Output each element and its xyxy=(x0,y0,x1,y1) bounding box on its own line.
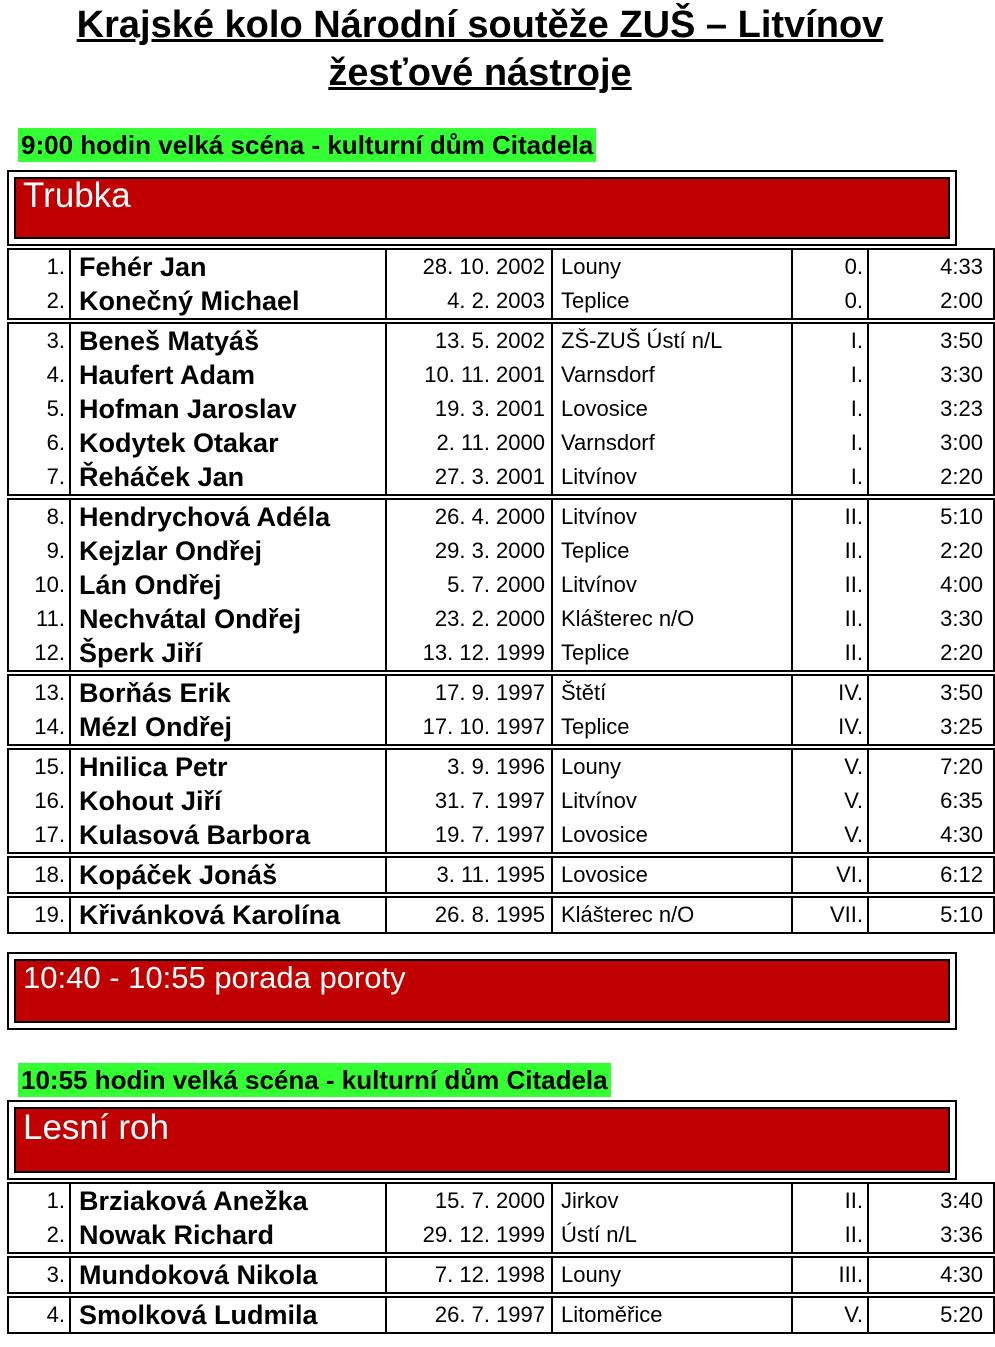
participant-number: 7. xyxy=(8,460,70,497)
participant-name: Fehér Jan xyxy=(70,249,386,284)
participant-name: Haufert Adam xyxy=(70,358,386,392)
participant-number: 4. xyxy=(8,358,70,392)
birth-date: 13. 12. 1999 xyxy=(386,636,552,673)
participant-number: 3. xyxy=(8,1255,70,1295)
jury-break-text: 10:40 - 10:55 porada poroty xyxy=(23,960,406,995)
grade-category: I. xyxy=(792,460,868,497)
participant-number: 1. xyxy=(8,1183,70,1218)
performance-time: 4:30 xyxy=(868,1255,994,1295)
grade-category: III. xyxy=(792,1255,868,1295)
page-title: Krajské kolo Národní soutěže ZUŠ – Litvínov xyxy=(76,4,884,46)
school-town: Louny xyxy=(552,747,792,784)
table-row xyxy=(8,358,994,392)
performance-time: 3:36 xyxy=(868,1218,994,1255)
participant-number: 12. xyxy=(8,636,70,673)
grade-category: V. xyxy=(792,784,868,818)
school-town: Varnsdorf xyxy=(552,358,792,392)
grade-category: I. xyxy=(792,392,868,426)
instrument-title: Trubka xyxy=(23,176,131,215)
performance-time: 2:20 xyxy=(868,460,994,497)
grade-category: V. xyxy=(792,818,868,855)
participant-number: 2. xyxy=(8,1218,70,1255)
participant-number: 4. xyxy=(8,1295,70,1333)
performance-time: 3:25 xyxy=(868,710,994,747)
birth-date: 26. 4. 2000 xyxy=(386,497,552,534)
participant-name: Smolková Ludmila xyxy=(70,1295,386,1333)
table-row xyxy=(8,895,994,933)
performance-time: 5:10 xyxy=(868,895,994,933)
birth-date: 28. 10. 2002 xyxy=(386,249,552,284)
participant-name: Kejzlar Ondřej xyxy=(70,534,386,568)
participant-name: Borňás Erik xyxy=(70,673,386,710)
school-town: Litvínov xyxy=(552,497,792,534)
school-town: Teplice xyxy=(552,636,792,673)
participant-name: Mundoková Nikola xyxy=(70,1255,386,1295)
participant-name: Hofman Jaroslav xyxy=(70,392,386,426)
birth-date: 5. 7. 2000 xyxy=(386,568,552,602)
grade-category: 0. xyxy=(792,284,868,321)
table-row xyxy=(8,636,994,673)
performance-time: 6:35 xyxy=(868,784,994,818)
participant-number: 14. xyxy=(8,710,70,747)
performance-time: 4:00 xyxy=(868,568,994,602)
session-header-lesni-roh: 10:55 hodin velká scéna - kulturní dům Citadela xyxy=(18,1063,611,1097)
school-town: Varnsdorf xyxy=(552,426,792,460)
participant-name: Nechvátal Ondřej xyxy=(70,602,386,636)
participant-number: 10. xyxy=(8,568,70,602)
grade-category: II. xyxy=(792,636,868,673)
participant-name: Lán Ondřej xyxy=(70,568,386,602)
birth-date: 27. 3. 2001 xyxy=(386,460,552,497)
grade-category: 0. xyxy=(792,249,868,284)
birth-date: 19. 3. 2001 xyxy=(386,392,552,426)
table-row xyxy=(8,784,994,818)
birth-date: 31. 7. 1997 xyxy=(386,784,552,818)
performance-time: 4:33 xyxy=(868,249,994,284)
grade-category: IV. xyxy=(792,673,868,710)
participants-table-trubka xyxy=(7,248,995,934)
participant-number: 9. xyxy=(8,534,70,568)
grade-category: VII. xyxy=(792,895,868,933)
birth-date: 19. 7. 1997 xyxy=(386,818,552,855)
school-town: Klášterec n/O xyxy=(552,602,792,636)
grade-category: II. xyxy=(792,534,868,568)
performance-time: 2:20 xyxy=(868,636,994,673)
page-subtitle: žesťové nástroje xyxy=(328,52,632,94)
birth-date: 10. 11. 2001 xyxy=(386,358,552,392)
performance-time: 3:50 xyxy=(868,321,994,358)
school-town: Lovosice xyxy=(552,818,792,855)
birth-date: 2. 11. 2000 xyxy=(386,426,552,460)
grade-category: II. xyxy=(792,602,868,636)
participant-name: Nowak Richard xyxy=(70,1218,386,1255)
table-row xyxy=(8,392,994,426)
participant-number: 18. xyxy=(8,855,70,895)
grade-category: V. xyxy=(792,747,868,784)
participant-name: Beneš Matyáš xyxy=(70,321,386,358)
instrument-band-trubka xyxy=(7,170,957,246)
birth-date: 7. 12. 1998 xyxy=(386,1255,552,1295)
table-row xyxy=(8,249,994,284)
school-town: Teplice xyxy=(552,710,792,747)
school-town: Klášterec n/O xyxy=(552,895,792,933)
participant-name: Řeháček Jan xyxy=(70,460,386,497)
grade-category: II. xyxy=(792,497,868,534)
school-town: Lovosice xyxy=(552,392,792,426)
table-row xyxy=(8,534,994,568)
table-row xyxy=(8,1218,994,1255)
participant-number: 19. xyxy=(8,895,70,933)
participant-name: Konečný Michael xyxy=(70,284,386,321)
grade-category: I. xyxy=(792,426,868,460)
school-town: Litoměřice xyxy=(552,1295,792,1333)
school-town: Litvínov xyxy=(552,460,792,497)
participant-number: 1. xyxy=(8,249,70,284)
performance-time: 5:10 xyxy=(868,497,994,534)
table-row xyxy=(8,1255,994,1295)
grade-category: VI. xyxy=(792,855,868,895)
table-row xyxy=(8,568,994,602)
birth-date: 17. 9. 1997 xyxy=(386,673,552,710)
participant-number: 2. xyxy=(8,284,70,321)
school-town: Litvínov xyxy=(552,784,792,818)
table-row xyxy=(8,747,994,784)
table-row xyxy=(8,460,994,497)
performance-time: 3:50 xyxy=(868,673,994,710)
participant-number: 17. xyxy=(8,818,70,855)
table-row xyxy=(8,284,994,321)
birth-date: 3. 11. 1995 xyxy=(386,855,552,895)
performance-time: 2:20 xyxy=(868,534,994,568)
table-row xyxy=(8,497,994,534)
participant-number: 3. xyxy=(8,321,70,358)
school-town: Ústí n/L xyxy=(552,1218,792,1255)
performance-time: 3:30 xyxy=(868,602,994,636)
grade-category: II. xyxy=(792,1218,868,1255)
birth-date: 4. 2. 2003 xyxy=(386,284,552,321)
participant-name: Mézl Ondřej xyxy=(70,710,386,747)
performance-time: 7:20 xyxy=(868,747,994,784)
session-header-trubka: 9:00 hodin velká scéna - kulturní dům Citadela xyxy=(18,128,596,162)
school-town: Lovosice xyxy=(552,855,792,895)
grade-category: II. xyxy=(792,1183,868,1218)
table-row xyxy=(8,1295,994,1333)
table-row xyxy=(8,321,994,358)
participant-name: Kulasová Barbora xyxy=(70,818,386,855)
grade-category: II. xyxy=(792,568,868,602)
table-row xyxy=(8,426,994,460)
participant-number: 6. xyxy=(8,426,70,460)
performance-time: 4:30 xyxy=(868,818,994,855)
grade-category: IV. xyxy=(792,710,868,747)
participant-number: 11. xyxy=(8,602,70,636)
birth-date: 13. 5. 2002 xyxy=(386,321,552,358)
birth-date: 17. 10. 1997 xyxy=(386,710,552,747)
jury-break-band xyxy=(7,952,957,1030)
participant-name: Hendrychová Adéla xyxy=(70,497,386,534)
table-row xyxy=(8,1183,994,1218)
participant-name: Kohout Jiří xyxy=(70,784,386,818)
participant-name: Křivánková Karolína xyxy=(70,895,386,933)
table-row xyxy=(8,818,994,855)
birth-date: 23. 2. 2000 xyxy=(386,602,552,636)
table-row xyxy=(8,710,994,747)
table-row xyxy=(8,673,994,710)
table-row xyxy=(8,602,994,636)
birth-date: 26. 8. 1995 xyxy=(386,895,552,933)
performance-time: 5:20 xyxy=(868,1295,994,1333)
instrument-title: Lesní roh xyxy=(23,1108,169,1147)
school-town: Teplice xyxy=(552,284,792,321)
school-town: Jirkov xyxy=(552,1183,792,1218)
school-town: Louny xyxy=(552,1255,792,1295)
participant-number: 15. xyxy=(8,747,70,784)
grade-category: V. xyxy=(792,1295,868,1333)
participant-number: 5. xyxy=(8,392,70,426)
birth-date: 29. 3. 2000 xyxy=(386,534,552,568)
participant-name: Brziaková Anežka xyxy=(70,1183,386,1218)
school-town: Štětí xyxy=(552,673,792,710)
performance-time: 3:23 xyxy=(868,392,994,426)
birth-date: 15. 7. 2000 xyxy=(386,1183,552,1218)
performance-time: 3:40 xyxy=(868,1183,994,1218)
table-row xyxy=(8,855,994,895)
performance-time: 3:00 xyxy=(868,426,994,460)
performance-time: 2:00 xyxy=(868,284,994,321)
participant-name: Hnilica Petr xyxy=(70,747,386,784)
participant-number: 16. xyxy=(8,784,70,818)
performance-time: 6:12 xyxy=(868,855,994,895)
participant-name: Kodytek Otakar xyxy=(70,426,386,460)
birth-date: 29. 12. 1999 xyxy=(386,1218,552,1255)
birth-date: 26. 7. 1997 xyxy=(386,1295,552,1333)
grade-category: I. xyxy=(792,358,868,392)
participant-name: Kopáček Jonáš xyxy=(70,855,386,895)
school-town: Litvínov xyxy=(552,568,792,602)
participant-number: 13. xyxy=(8,673,70,710)
performance-time: 3:30 xyxy=(868,358,994,392)
school-town: Teplice xyxy=(552,534,792,568)
participants-table-lesni-roh xyxy=(7,1182,995,1334)
grade-category: I. xyxy=(792,321,868,358)
school-town: ZŠ-ZUŠ Ústí n/L xyxy=(552,321,792,358)
instrument-band-lesni-roh xyxy=(7,1100,957,1180)
participant-name: Šperk Jiří xyxy=(70,636,386,673)
participant-number: 8. xyxy=(8,497,70,534)
birth-date: 3. 9. 1996 xyxy=(386,747,552,784)
school-town: Louny xyxy=(552,249,792,284)
